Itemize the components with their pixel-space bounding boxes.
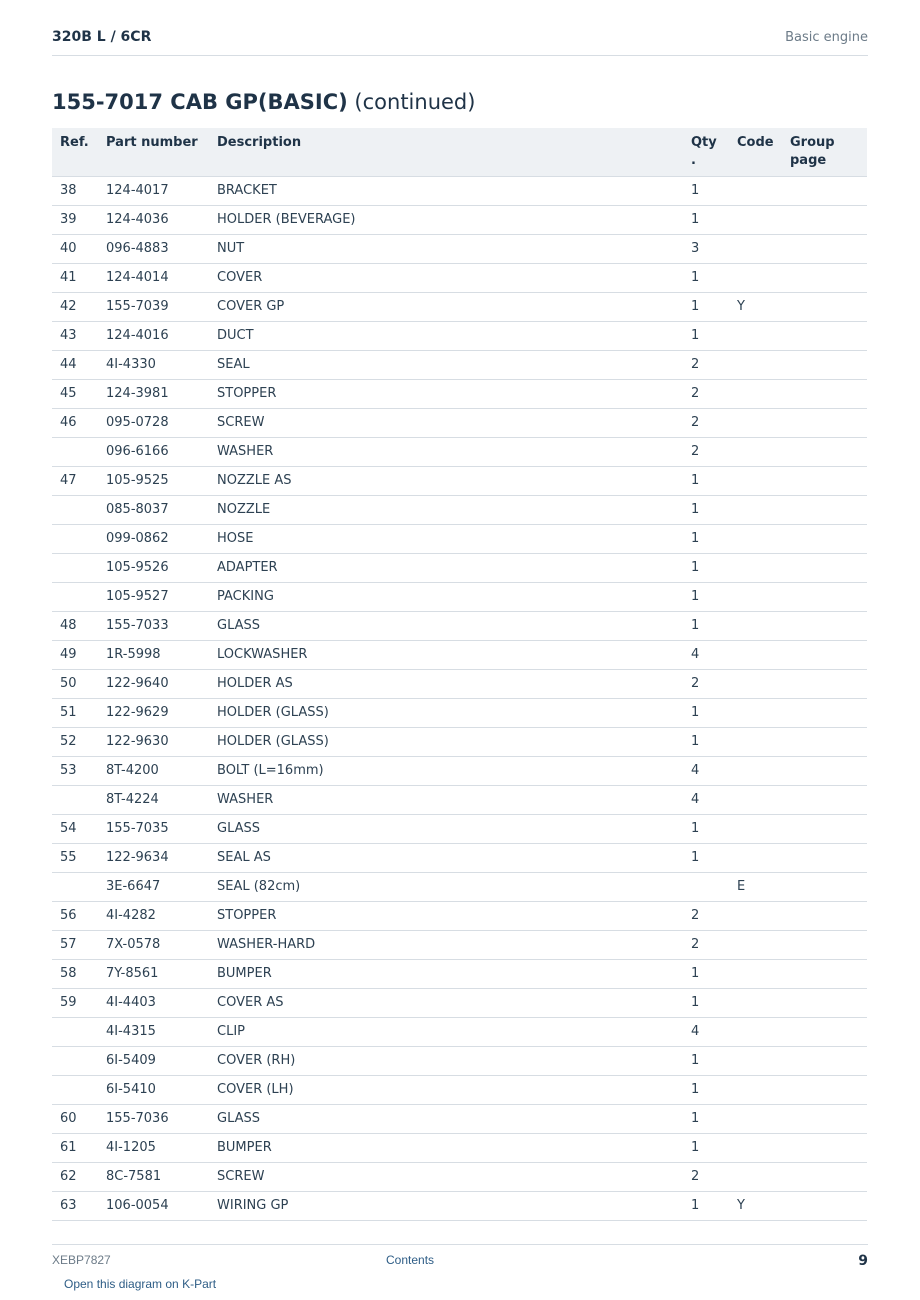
description-cell: COVER (RH) [209,1046,683,1075]
description-cell: BUMPER [209,1133,683,1162]
continued-label: (continued) [354,90,476,114]
code-cell: Y [729,292,782,321]
group-page-cell [782,1046,867,1075]
table-row [52,959,867,988]
table-header-row [52,128,867,176]
ref-cell: 62 [52,1162,98,1191]
column-header-description: Description [209,128,683,176]
group-page-cell [782,466,867,495]
part-number-cell: 105-9526 [98,553,209,582]
description-cell: HOSE [209,524,683,553]
table-row [52,698,867,727]
group-page-cell [782,930,867,959]
ref-cell [52,785,98,814]
part-number-cell: 124-4017 [98,176,209,205]
ref-cell: 61 [52,1133,98,1162]
code-cell [729,205,782,234]
code-cell [729,234,782,263]
table-row [52,756,867,785]
code-cell [729,611,782,640]
ref-cell: 50 [52,669,98,698]
table-row [52,263,867,292]
qty-cell: 1 [683,959,729,988]
description-cell: COVER GP [209,292,683,321]
group-page-cell [782,321,867,350]
column-header-qty: Qty . [683,128,729,176]
part-number-cell: 155-7036 [98,1104,209,1133]
ref-cell: 44 [52,350,98,379]
part-number-cell: 4I-1205 [98,1133,209,1162]
ref-cell: 52 [52,727,98,756]
table-row [52,1046,867,1075]
description-cell: SCREW [209,1162,683,1191]
part-number-cell: 096-4883 [98,234,209,263]
qty-cell: 1 [683,1191,729,1220]
part-number-cell: 155-7035 [98,814,209,843]
qty-cell: 1 [683,698,729,727]
qty-cell: 4 [683,785,729,814]
code-cell [729,466,782,495]
description-cell: STOPPER [209,901,683,930]
code-cell: Y [729,1191,782,1220]
table-row [52,205,867,234]
ref-cell: 40 [52,234,98,263]
section-name: Basic engine [785,30,868,45]
ref-cell [52,1075,98,1104]
table-row [52,350,867,379]
table-row [52,640,867,669]
table-row [52,495,867,524]
table-row [52,669,867,698]
qty-cell: 2 [683,350,729,379]
part-number-cell: 8C-7581 [98,1162,209,1191]
code-cell [729,901,782,930]
table-row [52,785,867,814]
code-cell [729,1104,782,1133]
table-row [52,379,867,408]
description-cell: BUMPER [209,959,683,988]
qty-cell: 2 [683,930,729,959]
group-page-cell [782,872,867,901]
table-row [52,553,867,582]
part-number-cell: 105-9527 [98,582,209,611]
description-cell: SEAL AS [209,843,683,872]
part-number-cell: 105-9525 [98,466,209,495]
part-number-cell: 124-4016 [98,321,209,350]
table-row [52,582,867,611]
qty-cell: 1 [683,1133,729,1162]
footer-divider [52,1244,868,1245]
table-row [52,437,867,466]
description-cell: CLIP [209,1017,683,1046]
group-page-cell [782,669,867,698]
code-cell [729,843,782,872]
code-cell [729,814,782,843]
qty-cell: 1 [683,495,729,524]
group-page-cell [782,785,867,814]
table-row [52,1075,867,1104]
group-page-cell [782,292,867,321]
document-id: XEBP7827 [52,1253,111,1267]
group-page-cell [782,1075,867,1104]
code-cell [729,1162,782,1191]
code-cell [729,640,782,669]
group-page-cell [782,582,867,611]
description-cell: HOLDER (GLASS) [209,698,683,727]
qty-cell: 1 [683,205,729,234]
group-page-cell [782,524,867,553]
ref-cell: 49 [52,640,98,669]
table-row [52,1104,867,1133]
ref-cell: 54 [52,814,98,843]
code-cell [729,524,782,553]
group-page-cell [782,263,867,292]
code-cell [729,379,782,408]
qty-cell: 1 [683,321,729,350]
part-number-cell: 4I-4315 [98,1017,209,1046]
table-row [52,292,867,321]
ref-cell: 41 [52,263,98,292]
qty-cell: 1 [683,814,729,843]
group-page-cell [782,727,867,756]
ref-cell [52,1046,98,1075]
table-row [52,524,867,553]
code-cell [729,437,782,466]
group-page-cell [782,814,867,843]
description-cell: HOLDER (BEVERAGE) [209,205,683,234]
description-cell: GLASS [209,814,683,843]
table-row [52,1017,867,1046]
ref-cell [52,553,98,582]
part-number-cell: 122-9630 [98,727,209,756]
part-number-cell: 124-4014 [98,263,209,292]
ref-cell: 38 [52,176,98,205]
qty-cell: 1 [683,727,729,756]
description-cell: SEAL [209,350,683,379]
qty-cell: 1 [683,611,729,640]
group-page-cell [782,698,867,727]
table-row [52,611,867,640]
ref-cell: 51 [52,698,98,727]
description-cell: LOCKWASHER [209,640,683,669]
column-header-code: Code [729,128,782,176]
qty-cell: 2 [683,408,729,437]
table-row [52,234,867,263]
code-cell [729,1075,782,1104]
code-cell [729,1046,782,1075]
description-cell: GLASS [209,611,683,640]
description-cell: NOZZLE [209,495,683,524]
ref-cell [52,582,98,611]
part-number-cell: 122-9640 [98,669,209,698]
part-number-cell: 124-3981 [98,379,209,408]
code-cell [729,785,782,814]
group-page-cell [782,408,867,437]
ref-cell: 45 [52,379,98,408]
ref-cell [52,495,98,524]
description-cell: WASHER [209,437,683,466]
description-cell: SEAL (82cm) [209,872,683,901]
table-row [52,727,867,756]
qty-cell: 4 [683,640,729,669]
ref-cell: 39 [52,205,98,234]
description-cell: SCREW [209,408,683,437]
group-title: 155-7017 CAB GP(BASIC) [52,90,348,114]
part-number-cell: 1R-5998 [98,640,209,669]
qty-cell: 2 [683,669,729,698]
code-cell [729,553,782,582]
code-cell [729,698,782,727]
code-cell [729,495,782,524]
ref-cell: 43 [52,321,98,350]
ref-cell [52,1017,98,1046]
part-number-cell: 096-6166 [98,437,209,466]
table-row [52,1133,867,1162]
part-number-cell: 6I-5409 [98,1046,209,1075]
description-cell: BOLT (L=16mm) [209,756,683,785]
qty-cell: 1 [683,292,729,321]
table-row [52,872,867,901]
column-header-group-page: Group page [782,128,867,176]
table-row [52,843,867,872]
group-page-cell [782,350,867,379]
group-page-cell [782,1162,867,1191]
description-cell: PACKING [209,582,683,611]
qty-cell: 1 [683,553,729,582]
group-page-cell [782,1017,867,1046]
qty-cell: 2 [683,1162,729,1191]
description-cell: NUT [209,234,683,263]
qty-cell: 4 [683,1017,729,1046]
code-cell [729,727,782,756]
contents-link[interactable]: Contents [386,1253,435,1267]
part-number-cell: 095-0728 [98,408,209,437]
ref-cell: 60 [52,1104,98,1133]
part-number-cell: 4I-4330 [98,350,209,379]
ref-cell: 57 [52,930,98,959]
group-page-cell [782,901,867,930]
qty-cell: 4 [683,756,729,785]
page-header [52,28,868,56]
group-page-cell [782,843,867,872]
group-page-cell [782,1133,867,1162]
qty-cell: 2 [683,437,729,466]
group-page-cell [782,234,867,263]
description-cell: BRACKET [209,176,683,205]
ref-cell [52,437,98,466]
code-cell [729,582,782,611]
code-cell: E [729,872,782,901]
description-cell: WASHER [209,785,683,814]
qty-cell: 1 [683,843,729,872]
group-page-cell [782,640,867,669]
description-cell: COVER [209,263,683,292]
ref-cell [52,524,98,553]
qty-cell: 1 [683,988,729,1017]
part-number-cell: 099-0862 [98,524,209,553]
description-cell: HOLDER (GLASS) [209,727,683,756]
table-row [52,1191,867,1220]
table-row [52,930,867,959]
code-cell [729,1133,782,1162]
part-number-cell: 6I-5410 [98,1075,209,1104]
ref-cell: 56 [52,901,98,930]
code-cell [729,321,782,350]
part-number-cell: 3E-6647 [98,872,209,901]
ref-cell: 63 [52,1191,98,1220]
table-row [52,466,867,495]
part-number-cell: 122-9634 [98,843,209,872]
description-cell: COVER AS [209,988,683,1017]
group-page-cell [782,959,867,988]
group-page-cell [782,495,867,524]
page-title [52,90,475,114]
qty-cell: 1 [683,466,729,495]
code-cell [729,930,782,959]
part-number-cell: 155-7039 [98,292,209,321]
table-row [52,1162,867,1191]
group-page-cell [782,1191,867,1220]
part-number-cell: 7X-0578 [98,930,209,959]
qty-cell: 2 [683,901,729,930]
qty-cell: 1 [683,524,729,553]
description-cell: COVER (LH) [209,1075,683,1104]
column-header-part-number: Part number [98,128,209,176]
group-page-cell [782,1104,867,1133]
part-number-cell: 085-8037 [98,495,209,524]
ref-cell: 47 [52,466,98,495]
qty-cell [683,872,729,901]
group-page-cell [782,437,867,466]
parts-table [52,128,867,1221]
code-cell [729,988,782,1017]
description-cell: NOZZLE AS [209,466,683,495]
description-cell: STOPPER [209,379,683,408]
qty-cell: 1 [683,1046,729,1075]
qty-cell: 1 [683,1075,729,1104]
code-cell [729,263,782,292]
description-cell: WASHER-HARD [209,930,683,959]
part-number-cell: 106-0054 [98,1191,209,1220]
part-number-cell: 4I-4282 [98,901,209,930]
ref-cell: 59 [52,988,98,1017]
part-number-cell: 8T-4200 [98,756,209,785]
code-cell [729,408,782,437]
qty-cell: 2 [683,379,729,408]
qty-cell: 3 [683,234,729,263]
page-number: 9 [858,1253,868,1269]
column-header-ref: Ref. [52,128,98,176]
description-cell: DUCT [209,321,683,350]
qty-cell: 1 [683,176,729,205]
open-diagram-link[interactable]: Open this diagram on K-Part [64,1277,217,1291]
table-row [52,408,867,437]
part-number-cell: 122-9629 [98,698,209,727]
part-number-cell: 155-7033 [98,611,209,640]
ref-cell: 58 [52,959,98,988]
code-cell [729,959,782,988]
table-row [52,988,867,1017]
description-cell: GLASS [209,1104,683,1133]
group-page-cell [782,553,867,582]
description-cell: WIRING GP [209,1191,683,1220]
ref-cell: 42 [52,292,98,321]
part-number-cell: 124-4036 [98,205,209,234]
group-page-cell [782,379,867,408]
code-cell [729,1017,782,1046]
ref-cell: 46 [52,408,98,437]
code-cell [729,756,782,785]
table-row [52,321,867,350]
description-cell: ADAPTER [209,553,683,582]
ref-cell: 55 [52,843,98,872]
group-page-cell [782,988,867,1017]
ref-cell: 53 [52,756,98,785]
part-number-cell: 4I-4403 [98,988,209,1017]
ref-cell: 48 [52,611,98,640]
group-page-cell [782,611,867,640]
table-row [52,814,867,843]
group-page-cell [782,205,867,234]
model-label: 320B L / 6CR [52,29,152,45]
description-cell: HOLDER AS [209,669,683,698]
part-number-cell: 7Y-8561 [98,959,209,988]
parts-table-body [52,176,867,1220]
code-cell [729,669,782,698]
group-page-cell [782,756,867,785]
table-row [52,176,867,205]
part-number-cell: 8T-4224 [98,785,209,814]
qty-cell: 1 [683,263,729,292]
table-row [52,901,867,930]
qty-cell: 1 [683,1104,729,1133]
code-cell [729,176,782,205]
group-page-cell [782,176,867,205]
ref-cell [52,872,98,901]
code-cell [729,350,782,379]
qty-cell: 1 [683,582,729,611]
